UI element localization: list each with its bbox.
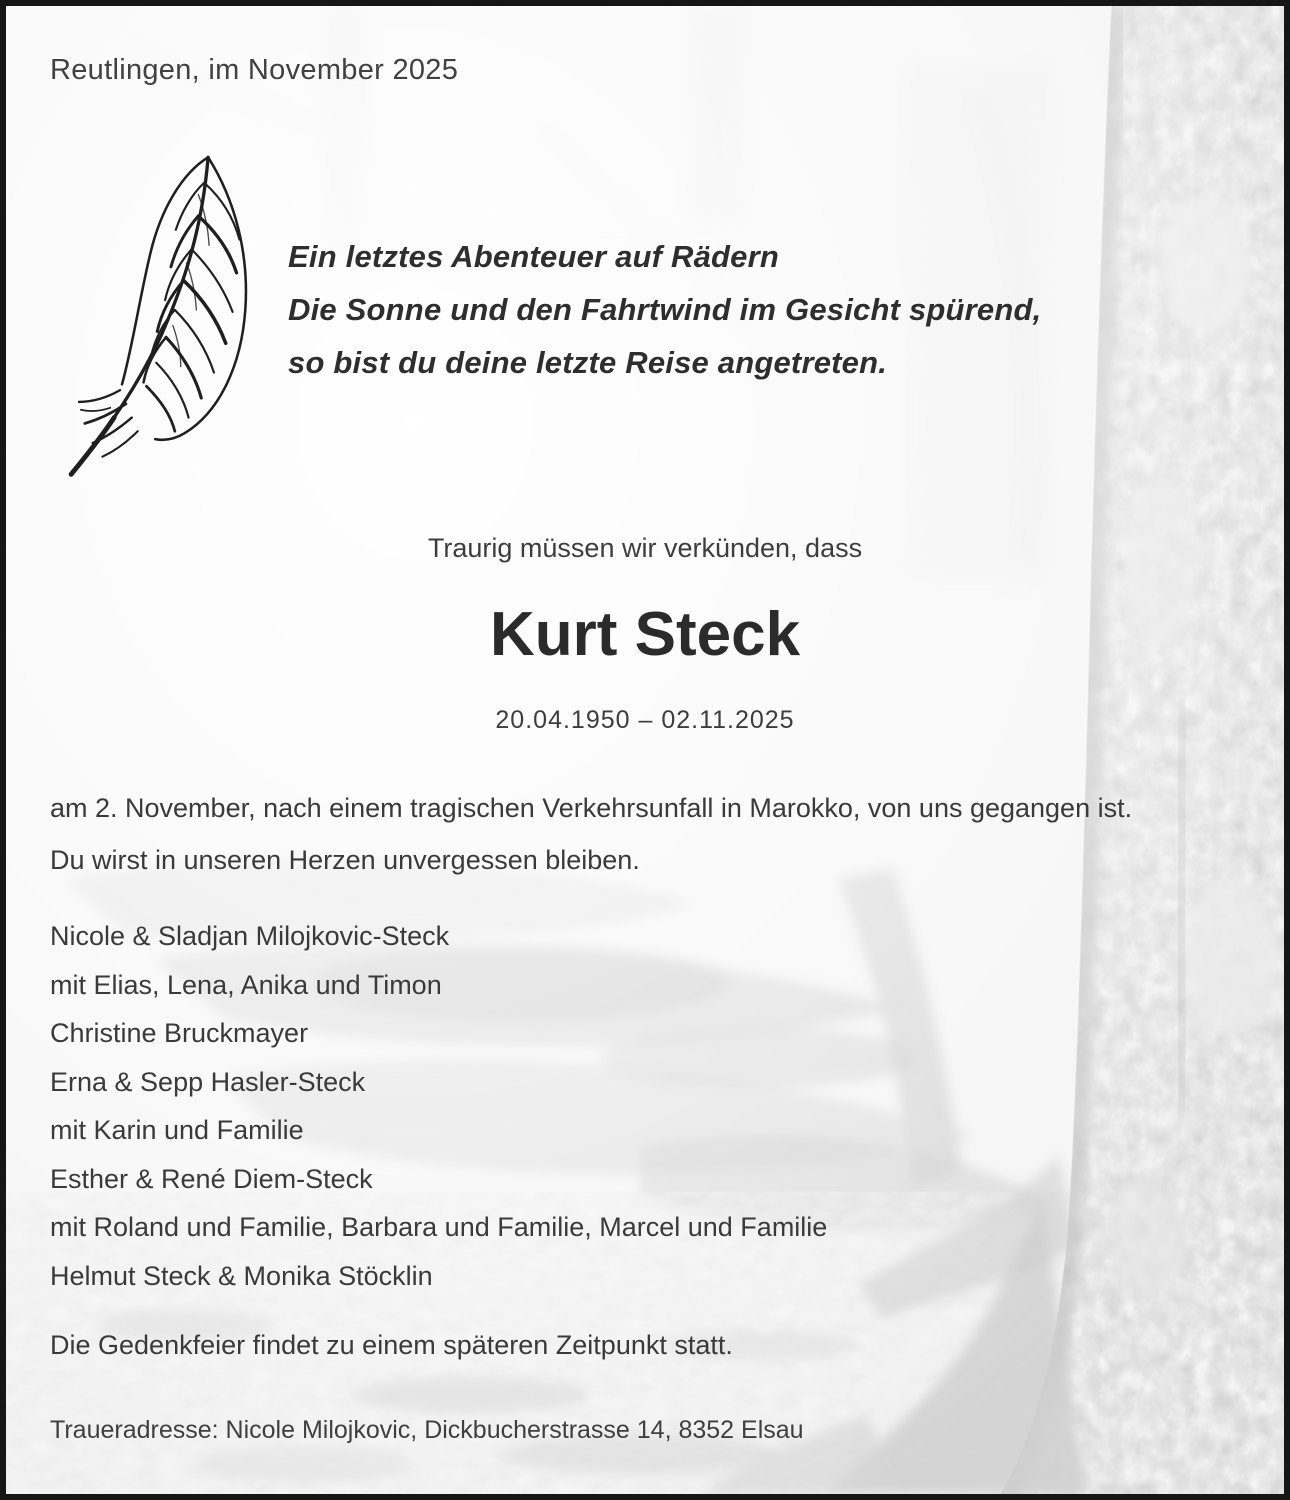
mourner-line: Christine Bruckmayer	[50, 1018, 309, 1048]
mourner-line: Erna & Sepp Hasler-Steck	[50, 1066, 366, 1097]
mourner-line: mit Roland und Familie, Barbara und Familie, Marcel und Familie	[50, 1212, 828, 1242]
mourner-line: Nicole & Sladjan Milojkovic-Steck	[50, 921, 450, 951]
life-dates: 20.04.1950 – 02.11.2025	[495, 706, 795, 734]
poem-line: Ein letztes Abenteuer auf Rädern	[288, 239, 780, 274]
dateline: Reutlingen, im November 2025	[50, 54, 459, 86]
feather-icon	[54, 126, 282, 488]
message-line: am 2. November, nach einem tragischen Verkehrsunfall in Marokko, von uns gegangen ist.	[50, 793, 1133, 823]
mourners-list	[50, 912, 827, 1300]
mourner-line: mit Karin und Familie	[50, 1115, 304, 1145]
mourner-line: mit Elias, Lena, Anika und Timon	[50, 969, 442, 1000]
mourner-line: Esther & René Diem-Steck	[50, 1163, 373, 1194]
message-line: Du wirst in unseren Herzen unvergessen bleiben.	[50, 845, 640, 875]
poem-line: so bist du deine letzte Reise angetreten.	[288, 345, 888, 380]
poem-line: Die Sonne und den Fahrtwind im Gesicht spürend,	[288, 292, 1042, 327]
mourner-line: Helmut Steck & Monika Stöcklin	[50, 1260, 433, 1291]
mourning-address: Traueradresse: Nicole Milojkovic, Dickbucherstrasse 14, 8352 Elsau	[50, 1416, 804, 1444]
announcement-text: Traurig müssen wir verkünden, dass	[427, 533, 863, 563]
farewell-message	[50, 782, 1132, 886]
memorial-note: Die Gedenkfeier findet zu einem späteren Zeitpunkt statt.	[50, 1330, 733, 1360]
poem	[288, 230, 1041, 389]
deceased-name: Kurt Steck	[489, 600, 801, 669]
